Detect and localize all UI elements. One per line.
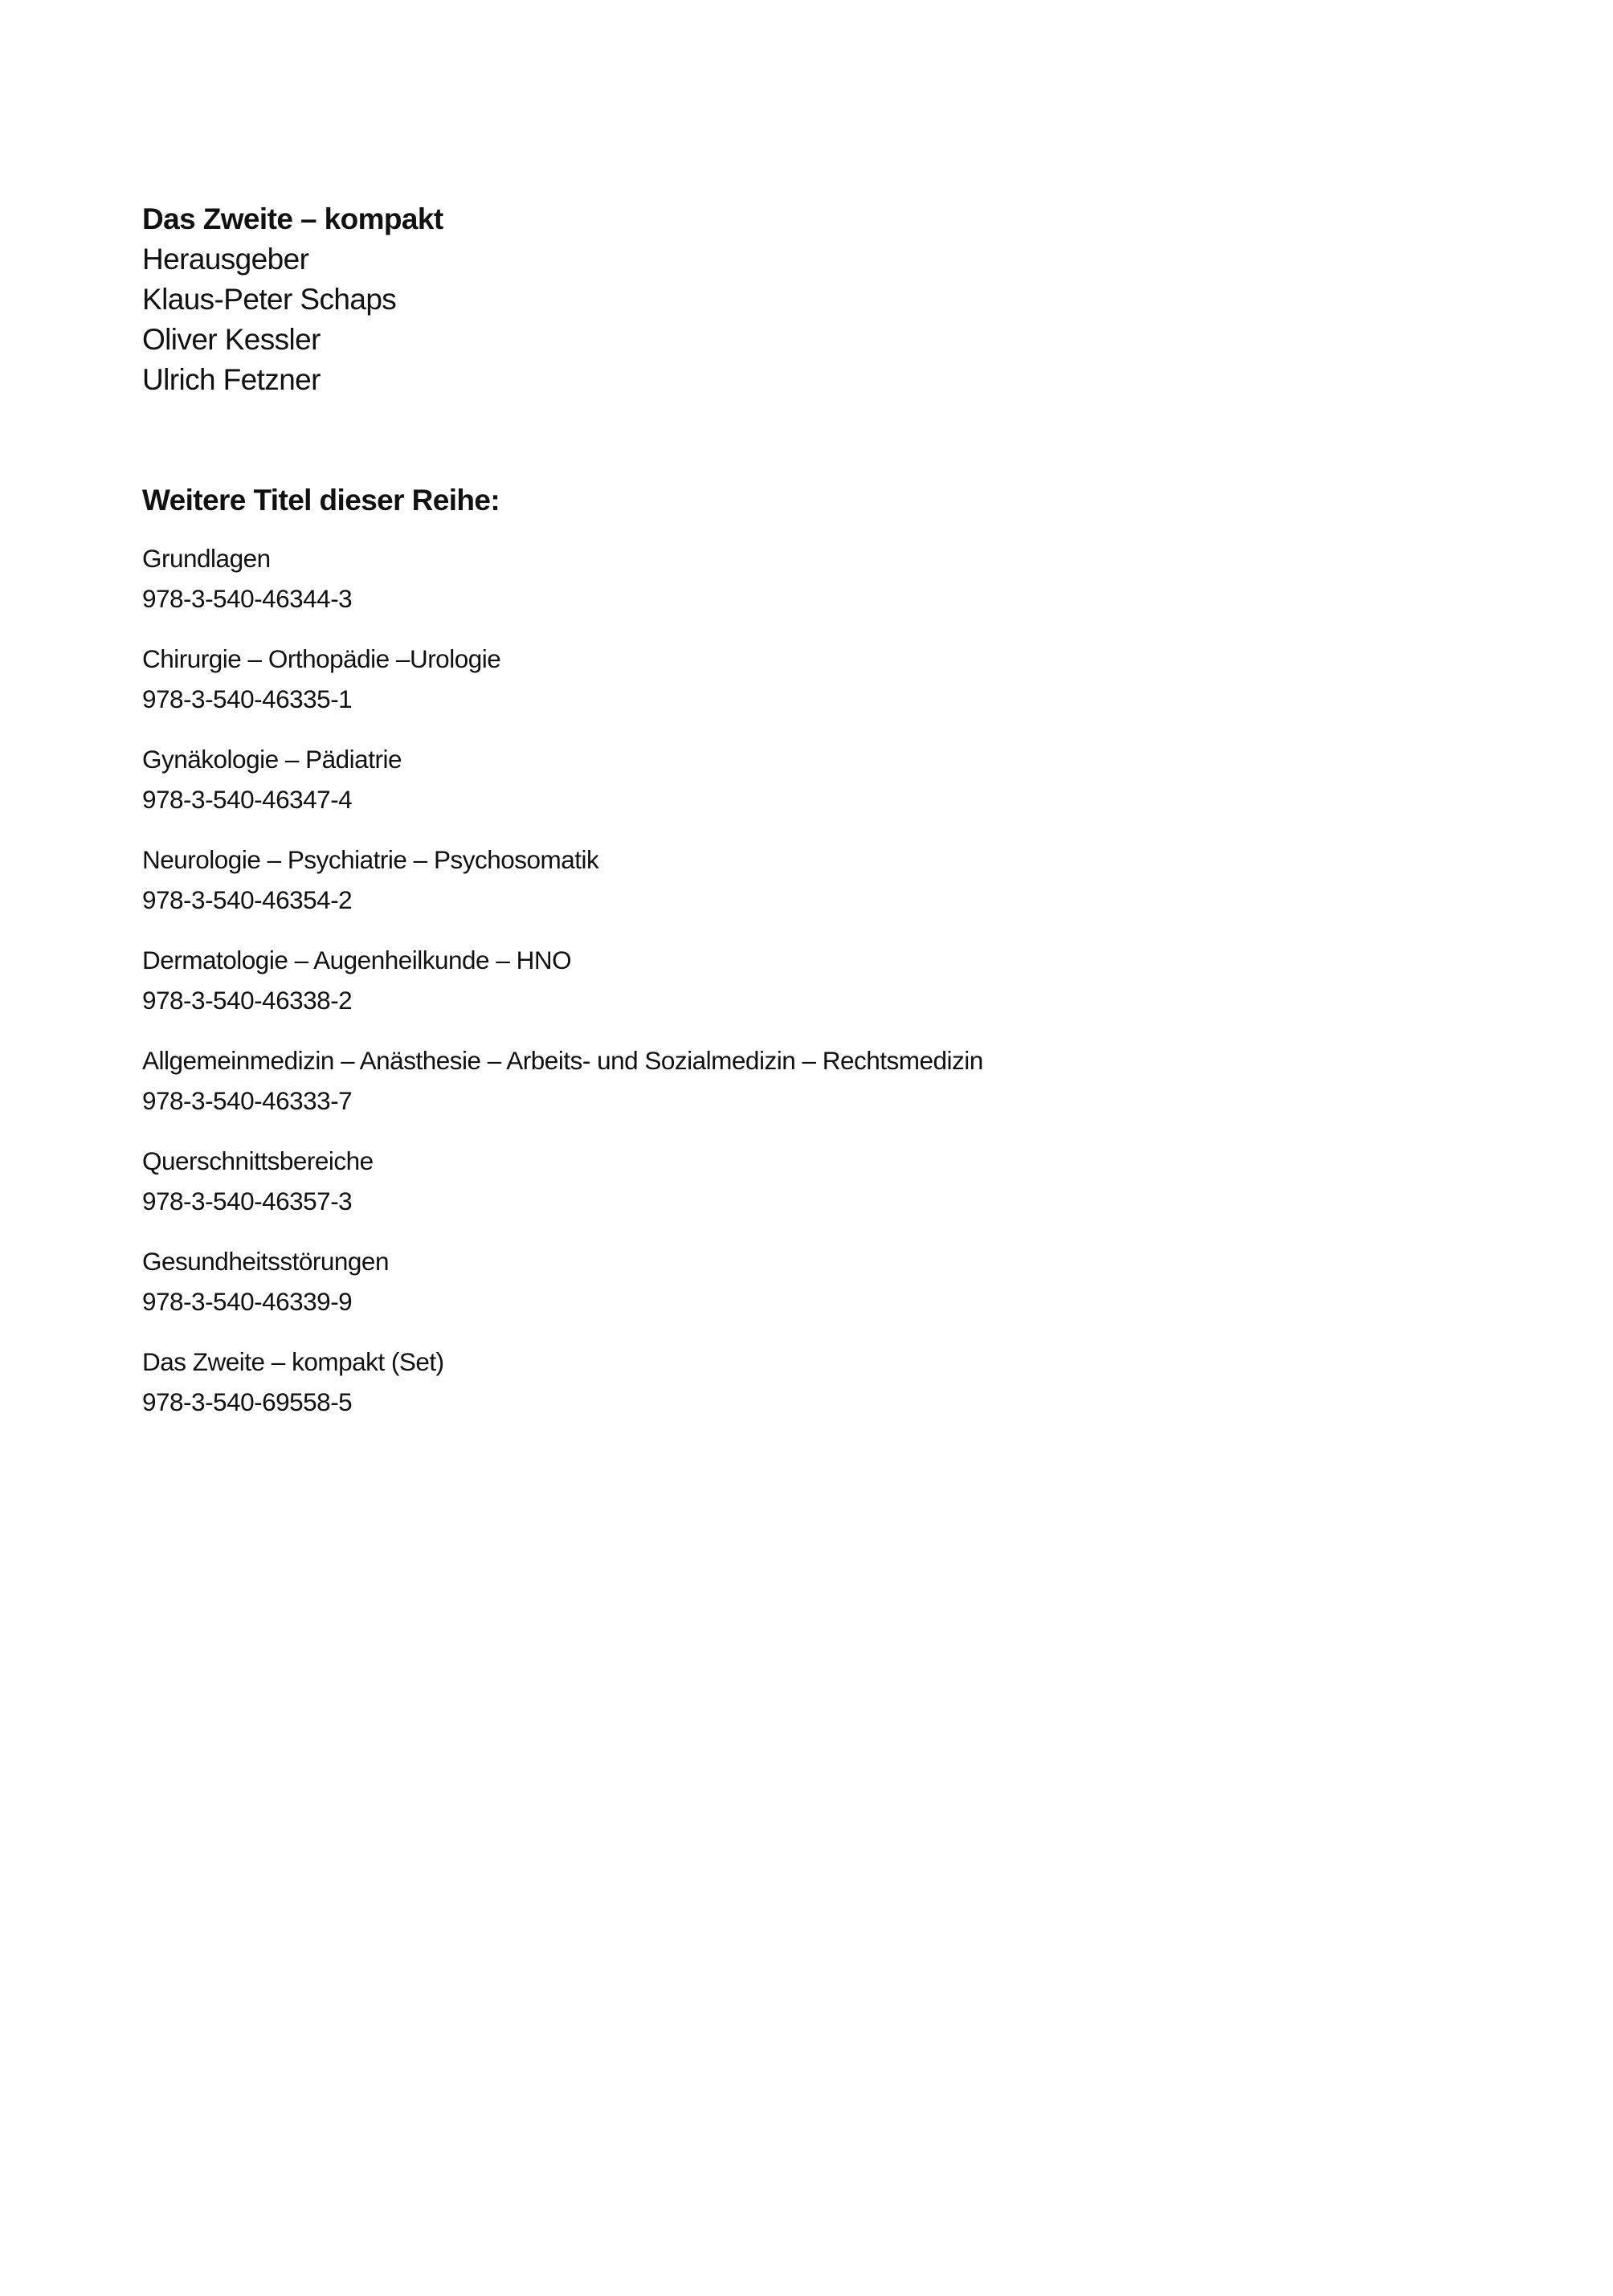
editor-name: Ulrich Fetzner [142, 363, 321, 396]
book-title: Querschnittsbereiche [142, 1146, 374, 1175]
title-entry [142, 1040, 1427, 1121]
book-isbn: 978-3-540-46338-2 [142, 986, 353, 1015]
book-isbn: 978-3-540-46339-9 [142, 1287, 353, 1316]
book-isbn: 978-3-540-46344-3 [142, 584, 353, 613]
book-title: Gesundheitsstörungen [142, 1247, 389, 1276]
book-isbn: 978-3-540-69558-5 [142, 1387, 353, 1416]
book-isbn: 978-3-540-46354-2 [142, 885, 353, 914]
title-entry [142, 739, 1427, 819]
book-title: Gynäkologie – Pädiatrie [142, 745, 402, 774]
title-entry [142, 940, 1427, 1020]
editor-name: Oliver Kessler [142, 323, 321, 356]
title-entry [142, 1141, 1427, 1221]
editor-name: Klaus-Peter Schaps [142, 283, 397, 316]
title-entry [142, 1342, 1427, 1422]
series-title: Das Zweite – kompakt [142, 202, 443, 235]
book-title: Das Zweite – kompakt (Set) [142, 1347, 444, 1376]
book-title: Grundlagen [142, 544, 271, 573]
page-content [142, 199, 1427, 1442]
book-isbn: 978-3-540-46357-3 [142, 1187, 353, 1215]
editors-label: Herausgeber [142, 243, 309, 276]
book-title: Allgemeinmedizin – Anästhesie – Arbeits- und Sozialmedizin – Rechtsmedizin [142, 1046, 983, 1075]
book-title: Chirurgie – Orthopädie –Urologie [142, 644, 501, 673]
book-title: Dermatologie – Augenheilkunde – HNO [142, 946, 572, 974]
title-entry [142, 639, 1427, 719]
titles-list [142, 538, 1427, 1422]
title-entry [142, 538, 1427, 619]
book-title: Neurologie – Psychiatrie – Psychosomatik [142, 845, 599, 874]
more-titles-heading: Weitere Titel dieser Reihe: [142, 484, 500, 517]
title-entry [142, 840, 1427, 920]
book-isbn: 978-3-540-46347-4 [142, 785, 353, 814]
book-isbn: 978-3-540-46335-1 [142, 684, 353, 713]
book-isbn: 978-3-540-46333-7 [142, 1086, 353, 1115]
title-entry [142, 1241, 1427, 1322]
